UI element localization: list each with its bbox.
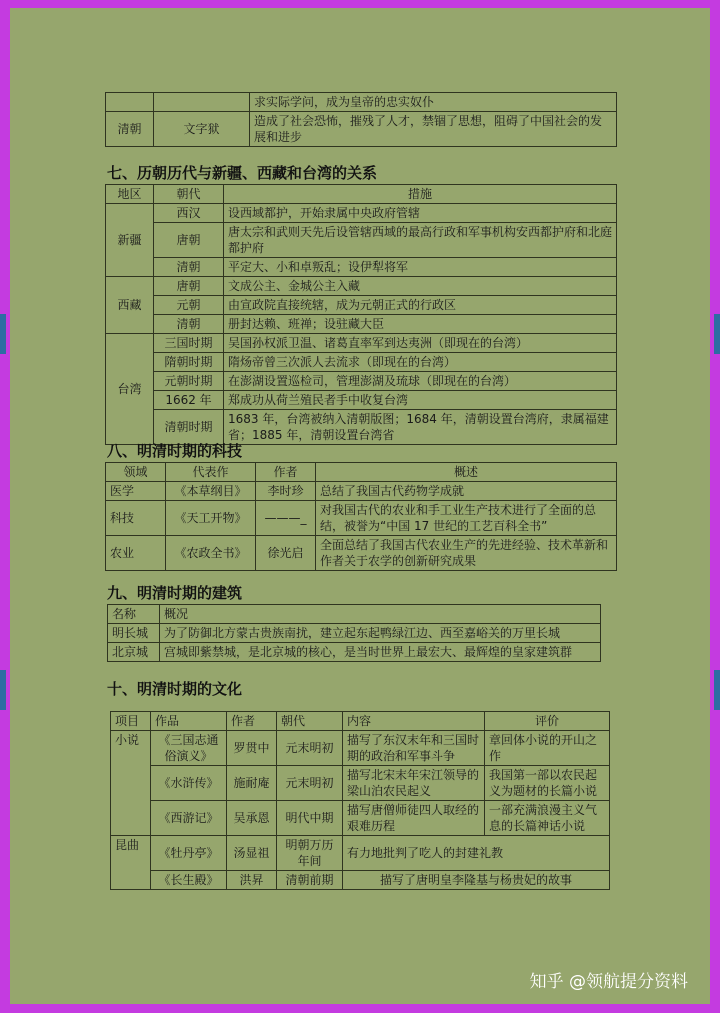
author-cell: 汤显祖 [227,836,277,871]
left-edge-tab-1 [0,314,6,354]
table-header-row [106,463,617,482]
dynasty-cell: 唐朝 [154,277,224,296]
dynasty-cell: 西汉 [154,204,224,223]
field-cell: 科技 [106,501,166,536]
header-author: 作者 [227,712,277,731]
table-row [111,766,610,801]
document-page [10,8,710,1004]
measure-cell: 由宣政院直接统辖，成为元朝正式的行政区 [224,296,617,315]
table-row [106,501,617,536]
header-dynasty: 朝代 [154,185,224,204]
desc-cell: 为了防御北方蒙古贵族南扰，建立起东起鸭绿江边、西至嘉峪关的万里长城 [160,624,601,643]
table-row [106,536,617,571]
content-cell: 描写了唐明皇李隆基与杨贵妃的故事 [343,871,610,890]
table-row [111,801,610,836]
zhihu-watermark: 知乎 @领航提分资料 [529,972,688,992]
table-row [106,315,617,334]
dynasty-cell: 明代中期 [277,801,343,836]
summary-cell: 总结了我国古代药物学成就 [316,482,617,501]
dynasty-cell: 1662 年 [154,391,224,410]
dynasty-cell: 三国时期 [154,334,224,353]
right-edge-tab-2 [714,670,720,710]
work-cell: 《长生殿》 [151,871,227,890]
dynasty-cell: 唐朝 [154,223,224,258]
review-cell: 章回体小说的开山之作 [485,731,610,766]
name-cell: 北京城 [108,643,160,662]
author-cell: 徐光启 [256,536,316,571]
header-work: 作品 [151,712,227,731]
dynasty-cell: 元末明初 [277,766,343,801]
dynasty-cell: 隋朝时期 [154,353,224,372]
summary-cell: 对我国古代的农业和手工业生产技术进行了全面的总结，被誉为“中国 17 世纪的工艺百科全书” [316,501,617,536]
header-author: 作者 [256,463,316,482]
dynasty-cell [106,93,154,112]
work-cell: 《农政全书》 [166,536,256,571]
measure-cell: 在澎湖设置巡检司，管理澎湖及琉球（即现在的台湾） [224,372,617,391]
content-cell: 描写北宋末年宋江领导的梁山泊农民起义 [343,766,485,801]
table-row [106,258,617,277]
measure-cell: 册封达赖、班禅；设驻藏大臣 [224,315,617,334]
table-row [106,334,617,353]
dynasty-cell: 清朝 [154,315,224,334]
table-row [108,643,601,662]
review-cell: 一部充满浪漫主义气息的长篇神话小说 [485,801,610,836]
measure-cell: 唐太宗和武则天先后设管辖西域的最高行政和军事机构安西都护府和北庭都护府 [224,223,617,258]
work-cell: 《牡丹亭》 [151,836,227,871]
content-cell: 描写了东汉末年和三国时期的政治和军事斗争 [343,731,485,766]
section-10-title: 十、明清时期的文化 [107,680,243,698]
header-overview: 概况 [160,605,601,624]
event-cell: 文字狱 [154,112,250,147]
measure-cell: 平定大、小和卓叛乱；设伊犁将军 [224,258,617,277]
category-cell: 昆曲 [111,836,151,890]
culture-table [110,711,610,890]
work-cell: 《本草纲目》 [166,482,256,501]
header-work: 代表作 [166,463,256,482]
frontier-relations-table [105,184,617,445]
measure-cell: 郑成功从荷兰殖民者手中收复台湾 [224,391,617,410]
review-cell: 我国第一部以农民起义为题材的长篇小说 [485,766,610,801]
dynasty-cell: 明朝万历年间 [277,836,343,871]
header-name: 名称 [108,605,160,624]
left-edge-tab-2 [0,670,6,710]
header-item: 项目 [111,712,151,731]
header-field: 领域 [106,463,166,482]
table-row [106,353,617,372]
dynasty-cell: 元朝 [154,296,224,315]
measure-cell: 1683 年，台湾被纳入清朝版图；1684 年，清朝设置台湾府，隶属福建省；1885 年，清朝设置台湾省 [224,410,617,445]
effect-cell: 造成了社会恐怖，摧残了人才，禁锢了思想，阻碍了中国社会的发展和进步 [250,112,617,147]
science-tech-table [105,462,617,571]
effect-cell: 求实际学问，成为皇帝的忠实奴仆 [250,93,617,112]
literary-inquisition-table [105,92,617,147]
dynasty-cell: 清朝 [154,258,224,277]
event-cell [154,93,250,112]
dynasty-cell: 元末明初 [277,731,343,766]
content-cell: 描写唐僧师徒四人取经的艰难历程 [343,801,485,836]
dynasty-cell: 清朝前期 [277,871,343,890]
region-cell: 台湾 [106,334,154,445]
table-row [106,391,617,410]
section-9-title: 九、明清时期的建筑 [107,584,243,602]
section-7-title: 七、历朝历代与新疆、西藏和台湾的关系 [107,164,378,182]
field-cell: 医学 [106,482,166,501]
header-dynasty: 朝代 [277,712,343,731]
category-cell: 小说 [111,731,151,836]
section-8-title: 八、明清时期的科技 [107,442,243,460]
region-cell: 新疆 [106,204,154,277]
work-cell: 《西游记》 [151,801,227,836]
measure-cell: 设西域都护，开始隶属中央政府管辖 [224,204,617,223]
measure-cell: 吴国孙权派卫温、诸葛直率军到达夷洲（即现在的台湾） [224,334,617,353]
architecture-table [107,604,601,662]
table-row [106,204,617,223]
header-review: 评价 [485,712,610,731]
dynasty-cell: 清朝时期 [154,410,224,445]
author-cell: ———_ [256,501,316,536]
header-summary: 概述 [316,463,617,482]
table-row [106,277,617,296]
summary-cell: 全面总结了我国古代农业生产的先进经验、技术革新和作者关于农学的创新研究成果 [316,536,617,571]
measure-cell: 文成公主、金城公主入藏 [224,277,617,296]
header-content: 内容 [343,712,485,731]
right-edge-tab-1 [714,314,720,354]
name-cell: 明长城 [108,624,160,643]
dynasty-cell: 元朝时期 [154,372,224,391]
table-row [111,871,610,890]
table-row [106,93,617,112]
table-header-row [111,712,610,731]
content-cell: 有力地批判了吃人的封建礼教 [343,836,610,871]
table-row [106,223,617,258]
region-cell: 西藏 [106,277,154,334]
table-header-row [106,185,617,204]
work-cell: 《天工开物》 [166,501,256,536]
author-cell: 吴承恩 [227,801,277,836]
work-cell: 《三国志通俗演义》 [151,731,227,766]
desc-cell: 宫城即紫禁城，是北京城的核心，是当时世界上最宏大、最辉煌的皇家建筑群 [160,643,601,662]
table-row [106,482,617,501]
table-row [111,731,610,766]
field-cell: 农业 [106,536,166,571]
author-cell: 李时珍 [256,482,316,501]
work-cell: 《水浒传》 [151,766,227,801]
header-region: 地区 [106,185,154,204]
author-cell: 洪昇 [227,871,277,890]
table-header-row [108,605,601,624]
header-measure: 措施 [224,185,617,204]
dynasty-cell: 清朝 [106,112,154,147]
table-row [106,372,617,391]
author-cell: 罗贯中 [227,731,277,766]
author-cell: 施耐庵 [227,766,277,801]
table-row [111,836,610,871]
measure-cell: 隋炀帝曾三次派人去流求（即现在的台湾） [224,353,617,372]
table-row [108,624,601,643]
table-row [106,112,617,147]
table-row [106,296,617,315]
